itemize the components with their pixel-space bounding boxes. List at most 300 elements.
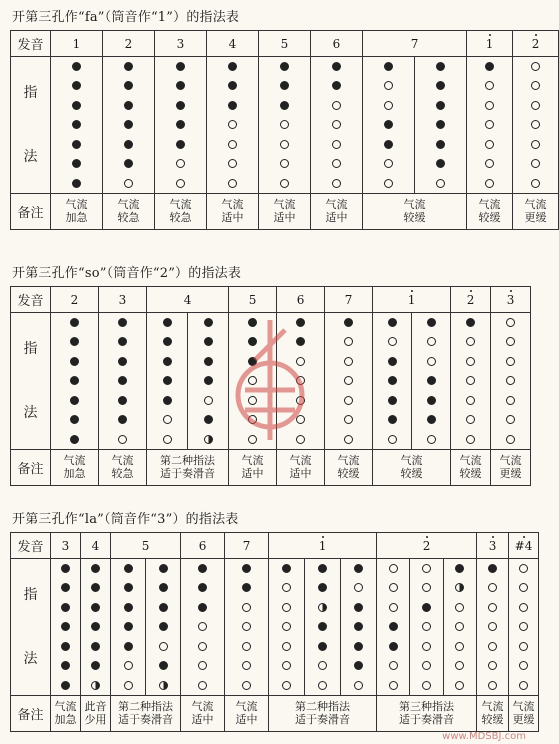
open-hole-icon: [344, 357, 353, 366]
closed-hole-icon: [228, 101, 237, 110]
hole-cell: [477, 617, 509, 637]
remark-text: 气流: [459, 454, 482, 467]
hole-cell: [509, 676, 539, 696]
note-label: #4: [514, 538, 533, 553]
fingering-table-fa: [10, 30, 559, 230]
watermark-text: www.MDSBJ.com: [442, 731, 526, 742]
hole-cell: [412, 313, 451, 333]
open-hole-icon: [488, 583, 497, 592]
hole-cell: [513, 135, 559, 155]
note-label: 1: [407, 292, 416, 307]
closed-hole-icon: [124, 622, 133, 631]
remark-cell: [325, 449, 373, 485]
hole-cell: [111, 676, 146, 696]
hole-cell: [207, 96, 259, 116]
remark-text: 气流: [235, 700, 258, 713]
remark-text: 较急: [169, 211, 192, 224]
hole-cell: [509, 637, 539, 657]
open-hole-icon: [242, 661, 251, 670]
remark-text: 适中: [235, 713, 258, 726]
hole-cell: [225, 578, 269, 598]
closed-hole-icon: [124, 583, 133, 592]
open-hole-icon: [427, 357, 436, 366]
hole-cell: [363, 174, 415, 194]
note-label: 3: [506, 292, 515, 307]
hole-cell: [277, 313, 325, 333]
open-hole-icon: [159, 642, 168, 651]
open-hole-icon: [466, 337, 475, 346]
hole-cell: [341, 656, 377, 676]
open-hole-icon: [296, 435, 305, 444]
hole-cell: [491, 313, 531, 333]
remark-text: 气流: [191, 700, 214, 713]
hole-cell: [467, 135, 513, 155]
half-hole-icon: [455, 583, 464, 592]
hole-cell: [443, 598, 476, 618]
closed-hole-icon: [176, 140, 185, 149]
half-hole-icon: [318, 603, 327, 612]
hole-cell: [443, 578, 476, 598]
remark-text: 第三种指法: [399, 700, 455, 713]
open-hole-icon: [488, 681, 497, 690]
open-hole-icon: [488, 622, 497, 631]
closed-hole-icon: [318, 642, 327, 651]
hole-cell: [259, 135, 311, 155]
closed-hole-icon: [388, 376, 397, 385]
hole-cell: [410, 617, 443, 637]
closed-hole-icon: [124, 140, 133, 149]
hole-cell: [188, 313, 229, 333]
closed-hole-icon: [354, 564, 363, 573]
hole-cell: [259, 76, 311, 96]
hole-cell: [311, 76, 363, 96]
hole-cell: [51, 410, 99, 430]
open-hole-icon: [506, 337, 515, 346]
hole-cell: [477, 598, 509, 618]
note-header: [311, 31, 363, 57]
closed-hole-icon: [455, 564, 464, 573]
remark-text: 较: [403, 211, 415, 224]
label-zhi: 指: [23, 586, 38, 603]
note-label: 2: [531, 36, 540, 51]
hole-cell: [111, 656, 146, 676]
closed-hole-icon: [242, 564, 251, 573]
open-hole-icon: [455, 622, 464, 631]
note-header: [269, 533, 377, 559]
hole-cell: [225, 617, 269, 637]
closed-hole-icon: [436, 81, 445, 90]
hole-cell: [377, 598, 410, 618]
remark-text: 加急: [63, 467, 86, 480]
open-hole-icon: [118, 435, 127, 444]
remark-cell: [81, 695, 111, 731]
closed-hole-icon: [72, 120, 81, 129]
open-hole-icon: [204, 396, 213, 405]
remark-text: 适于奏滑音: [399, 713, 455, 726]
hole-cell: [181, 656, 225, 676]
hole-cell: [103, 174, 155, 194]
closed-hole-icon: [118, 415, 127, 424]
remark-text: 适中: [221, 211, 244, 224]
open-hole-icon: [531, 101, 540, 110]
open-hole-icon: [354, 583, 363, 592]
hole-cell: [341, 598, 377, 618]
label-fa: 法: [23, 650, 38, 667]
hole-cell: [451, 410, 491, 430]
closed-hole-icon: [354, 622, 363, 631]
hole-cell: [155, 135, 207, 155]
open-hole-icon: [163, 415, 172, 424]
remark-text: 较缓: [400, 467, 423, 480]
hole-cell: [51, 617, 81, 637]
hole-cell: [207, 115, 259, 135]
remark-cell: [513, 193, 559, 229]
note-header: [155, 31, 207, 57]
open-hole-icon: [344, 435, 353, 444]
open-hole-icon: [282, 661, 291, 670]
hole-cell: [51, 96, 103, 116]
closed-hole-icon: [72, 159, 81, 168]
hole-cell: [325, 410, 373, 430]
closed-hole-icon: [72, 62, 81, 71]
open-hole-icon: [282, 583, 291, 592]
hole-cell: [277, 332, 325, 352]
hole-cell: [443, 676, 476, 696]
hole-cell: [155, 154, 207, 174]
note-header: [229, 287, 277, 313]
open-hole-icon: [280, 140, 289, 149]
closed-hole-icon: [388, 415, 397, 424]
hole-cell: [325, 332, 373, 352]
closed-hole-icon: [204, 318, 213, 327]
hole-cell: [443, 637, 476, 657]
hole-cell: [491, 391, 531, 411]
hole-cell: [363, 154, 415, 174]
open-hole-icon: [466, 357, 475, 366]
open-hole-icon: [124, 179, 133, 188]
hole-cell: [311, 96, 363, 116]
open-hole-icon: [248, 376, 257, 385]
open-hole-icon: [124, 661, 133, 670]
fingering-label: [11, 559, 51, 696]
open-hole-icon: [485, 101, 494, 110]
hole-cell: [81, 656, 111, 676]
closed-hole-icon: [389, 622, 398, 631]
remark-cell: [259, 193, 311, 229]
open-hole-icon: [422, 564, 431, 573]
closed-hole-icon: [466, 318, 475, 327]
hole-cell: [451, 352, 491, 372]
open-hole-icon: [506, 376, 515, 385]
open-hole-icon: [436, 179, 445, 188]
open-hole-icon: [332, 159, 341, 168]
hole-cell: [467, 174, 513, 194]
closed-hole-icon: [159, 661, 168, 670]
hole-cell: [269, 617, 305, 637]
hole-cell: [51, 391, 99, 411]
hole-cell: [363, 115, 415, 135]
hole-cell: [325, 371, 373, 391]
hole-cell: [207, 57, 259, 77]
open-hole-icon: [422, 661, 431, 670]
remark-text: 气: [403, 198, 415, 211]
closed-hole-icon: [384, 120, 393, 129]
open-hole-icon: [466, 435, 475, 444]
hole-cell: [51, 371, 99, 391]
hole-cell: [103, 135, 155, 155]
open-hole-icon: [422, 583, 431, 592]
note-header: [451, 287, 491, 313]
hole-cell: [277, 430, 325, 450]
closed-hole-icon: [163, 337, 172, 346]
hole-cell: [509, 598, 539, 618]
header-label: 发音: [11, 533, 51, 559]
open-hole-icon: [318, 661, 327, 670]
closed-hole-icon: [280, 62, 289, 71]
hole-cell: [147, 410, 188, 430]
remark-text: 气流: [273, 198, 296, 211]
closed-hole-icon: [91, 603, 100, 612]
closed-hole-icon: [436, 62, 445, 71]
open-hole-icon: [485, 140, 494, 149]
hole-cell: [410, 676, 443, 696]
half-hole-icon: [91, 681, 100, 690]
open-hole-icon: [318, 681, 327, 690]
open-hole-icon: [280, 120, 289, 129]
remark-text: 气流: [478, 198, 501, 211]
hole-cell: [467, 115, 513, 135]
hole-cell: [259, 115, 311, 135]
remark-text: 缓: [414, 211, 426, 224]
open-hole-icon: [466, 376, 475, 385]
hole-cell: [325, 391, 373, 411]
note-label: 4: [228, 36, 237, 51]
open-hole-icon: [296, 415, 305, 424]
open-hole-icon: [384, 81, 393, 90]
hole-cell: [491, 410, 531, 430]
hole-cell: [225, 598, 269, 618]
hole-cell: [155, 57, 207, 77]
open-hole-icon: [124, 681, 133, 690]
note-label: 6: [296, 292, 305, 307]
closed-hole-icon: [61, 622, 70, 631]
closed-hole-icon: [61, 583, 70, 592]
hole-cell: [225, 676, 269, 696]
hole-cell: [477, 578, 509, 598]
note-label: 5: [248, 292, 257, 307]
remark-cell: [51, 449, 99, 485]
open-hole-icon: [531, 81, 540, 90]
remark-text: 气流: [63, 454, 86, 467]
hole-cell: [146, 637, 181, 657]
hole-cell: [81, 598, 111, 618]
closed-hole-icon: [124, 62, 133, 71]
closed-hole-icon: [61, 642, 70, 651]
closed-hole-icon: [318, 564, 327, 573]
closed-hole-icon: [198, 564, 207, 573]
open-hole-icon: [384, 101, 393, 110]
hole-cell: [99, 430, 147, 450]
hole-cell: [229, 430, 277, 450]
hole-cell: [229, 371, 277, 391]
open-hole-icon: [282, 603, 291, 612]
hole-cell: [373, 313, 412, 333]
open-hole-icon: [531, 120, 540, 129]
open-hole-icon: [248, 396, 257, 405]
hole-cell: [147, 313, 188, 333]
open-hole-icon: [485, 81, 494, 90]
note-label: 3: [118, 292, 127, 307]
remark-text: 更缓: [512, 713, 535, 726]
hole-cell: [147, 332, 188, 352]
open-hole-icon: [332, 120, 341, 129]
hole-cell: [188, 332, 229, 352]
hole-cell: [103, 154, 155, 174]
open-hole-icon: [455, 603, 464, 612]
hole-cell: [277, 391, 325, 411]
open-hole-icon: [488, 661, 497, 670]
hole-cell: [491, 371, 531, 391]
hole-cell: [513, 115, 559, 135]
note-label: 3: [176, 36, 185, 51]
hole-cell: [99, 352, 147, 372]
label-zhi: 指: [23, 340, 38, 357]
hole-cell: [451, 332, 491, 352]
hole-cell: [412, 391, 451, 411]
open-hole-icon: [332, 101, 341, 110]
closed-hole-icon: [118, 357, 127, 366]
hole-cell: [81, 559, 111, 579]
hole-cell: [229, 352, 277, 372]
closed-hole-icon: [70, 318, 79, 327]
hole-cell: [305, 637, 341, 657]
hole-cell: [415, 115, 467, 135]
remark-text: 适中: [191, 713, 214, 726]
hole-cell: [99, 391, 147, 411]
note-header: [259, 31, 311, 57]
open-hole-icon: [506, 318, 515, 327]
remark-text: 更缓: [524, 211, 547, 224]
hole-cell: [225, 637, 269, 657]
hole-cell: [146, 559, 181, 579]
note-header: [225, 533, 269, 559]
remark-text: 气流: [221, 198, 244, 211]
closed-hole-icon: [436, 159, 445, 168]
hole-cell: [415, 174, 467, 194]
remark-text: 气流: [111, 454, 134, 467]
closed-hole-icon: [163, 396, 172, 405]
hole-cell: [146, 656, 181, 676]
open-hole-icon: [389, 564, 398, 573]
hole-cell: [477, 637, 509, 657]
hole-cell: [377, 656, 410, 676]
hole-cell: [207, 174, 259, 194]
closed-hole-icon: [427, 318, 436, 327]
hole-cell: [451, 391, 491, 411]
hole-cell: [225, 559, 269, 579]
closed-hole-icon: [176, 120, 185, 129]
closed-hole-icon: [198, 603, 207, 612]
hole-cell: [467, 76, 513, 96]
hole-cell: [373, 410, 412, 430]
hole-cell: [81, 617, 111, 637]
hole-cell: [147, 430, 188, 450]
hole-cell: [188, 352, 229, 372]
remark-cell: [311, 193, 363, 229]
hole-cell: [415, 57, 467, 77]
hole-cell: [103, 115, 155, 135]
fingering-label: [11, 57, 51, 194]
closed-hole-icon: [70, 337, 79, 346]
remark-text: 加急: [54, 713, 77, 726]
hole-cell: [325, 313, 373, 333]
hole-cell: [443, 656, 476, 676]
open-hole-icon: [344, 376, 353, 385]
hole-cell: [99, 410, 147, 430]
note-header: [51, 533, 81, 559]
closed-hole-icon: [72, 81, 81, 90]
open-hole-icon: [531, 159, 540, 168]
hole-cell: [277, 352, 325, 372]
open-hole-icon: [389, 661, 398, 670]
closed-hole-icon: [70, 435, 79, 444]
remark-text: 较缓: [337, 467, 360, 480]
hole-cell: [81, 637, 111, 657]
hole-cell: [277, 371, 325, 391]
remark-text: 较急: [117, 211, 140, 224]
note-header: [363, 31, 467, 57]
hole-cell: [509, 559, 539, 579]
closed-hole-icon: [118, 318, 127, 327]
hole-cell: [491, 430, 531, 450]
note-label: 1: [318, 538, 327, 553]
hole-cell: [51, 656, 81, 676]
hole-cell: [410, 637, 443, 657]
section-title-fa: 开第三孔作“fa”（筒音作“1”）的指法表: [12, 10, 240, 25]
open-hole-icon: [228, 159, 237, 168]
note-label: 7: [344, 292, 353, 307]
note-header: [513, 31, 559, 57]
hole-cell: [111, 598, 146, 618]
remark-text: 气流: [499, 454, 522, 467]
hole-cell: [341, 637, 377, 657]
remark-label: 备注: [11, 193, 51, 229]
hole-cell: [513, 154, 559, 174]
remark-label: 备注: [11, 695, 51, 731]
closed-hole-icon: [436, 140, 445, 149]
hole-cell: [229, 410, 277, 430]
hole-cell: [51, 430, 99, 450]
hole-cell: [305, 598, 341, 618]
closed-hole-icon: [163, 376, 172, 385]
note-label: 7: [242, 538, 251, 553]
open-hole-icon: [228, 120, 237, 129]
open-hole-icon: [422, 622, 431, 631]
remark-cell: [363, 193, 467, 229]
hole-cell: [103, 76, 155, 96]
remark-text: 气流: [54, 700, 77, 713]
label-fa: 法: [23, 404, 38, 421]
closed-hole-icon: [124, 564, 133, 573]
closed-hole-icon: [248, 357, 257, 366]
hole-cell: [155, 115, 207, 135]
open-hole-icon: [248, 435, 257, 444]
note-header: [207, 31, 259, 57]
hole-cell: [373, 332, 412, 352]
open-hole-icon: [332, 140, 341, 149]
hole-cell: [377, 559, 410, 579]
hole-cell: [410, 578, 443, 598]
